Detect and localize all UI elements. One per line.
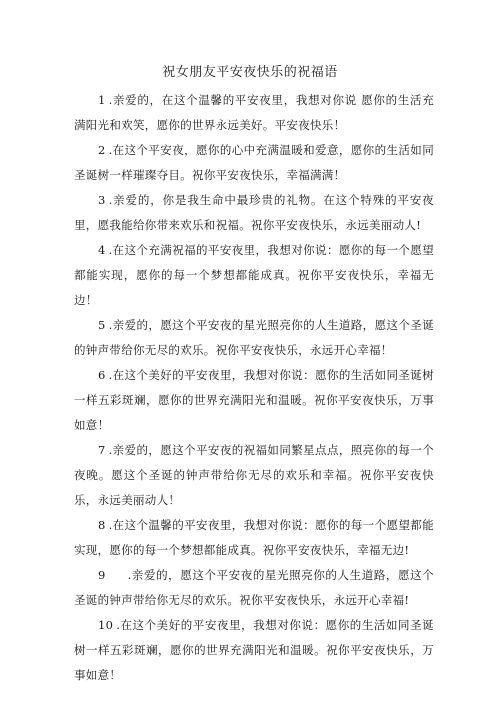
paragraph-text: .在这个温馨的平安夜里，我想对你说：愿你的每一个愿望都能实现，愿你的每一个梦想都能成真。祝你平安夜快乐，幸福无边! [74, 518, 434, 557]
paragraph-text: .亲爱的，愿这个平安夜的星光照亮你的人生道路，愿这个圣诞的钟声带给你无尽的欢乐。祝你平安夜快乐，永远开心幸福! [74, 568, 434, 607]
paragraph-5 [74, 313, 434, 363]
paragraph-7 [74, 438, 434, 513]
paragraph-number: 9 [98, 568, 106, 582]
paragraph-text: .在这个美好的平安夜里，我想对你说：愿你的生活如同圣诞树一样五彩斑斓，愿你的世界充满阳光和温暖。祝你平安夜快乐，万事如意！ [74, 368, 434, 432]
paragraph-4 [74, 238, 434, 313]
document-body [74, 88, 434, 688]
paragraph-text: .亲爱的，愿这个平安夜的祝福如同繁星点点，照亮你的每一个夜晚。愿这个圣诞的钟声带给你无尽的欢乐和幸福。祝你平安夜快乐，永远美丽动人！ [74, 443, 434, 507]
paragraph-text: .亲爱的，在这个温馨的平安夜里，我想对你说 愿你的生活充满阳光和欢笑，愿你的世界永远美好。平安夜快乐！ [74, 93, 434, 132]
paragraph-8 [74, 513, 434, 563]
paragraph-9 [74, 563, 434, 613]
paragraph-number: 7 [98, 443, 106, 457]
paragraph-number: 3 [98, 193, 106, 207]
paragraph-text: .在这个平安夜，愿你的心中充满温暖和爱意，愿你的生活如同圣诞树一样璀璨夺目。祝你平安夜快乐，幸福满满！ [74, 143, 434, 182]
paragraph-text: .亲爱的，愿这个平安夜的星光照亮你的人生道路，愿这个圣诞的钟声带给你无尽的欢乐。祝你平安夜快乐，永远开心幸福！ [74, 318, 434, 357]
paragraph-number: 8 [98, 518, 106, 532]
paragraph-3 [74, 188, 434, 238]
paragraph-text: .在这个美好的平安夜里，我想对你说：愿你的生活如同圣诞树一样五彩斑斓，愿你的世界充满阳光和温暖。祝你平安夜快乐，万事如意！ [74, 618, 434, 682]
paragraph-2 [74, 138, 434, 188]
paragraph-10 [74, 613, 434, 688]
paragraph-text: .在这个充满祝福的平安夜里，我想对你说：愿你的每一个愿望都能实现，愿你的每一个梦想都能成真。祝你平安夜快乐，幸福无边！ [74, 243, 434, 307]
paragraph-1 [74, 88, 434, 138]
paragraph-number: 4 [98, 243, 106, 257]
paragraph-number: 5 [98, 318, 106, 332]
paragraph-text: .亲爱的，你是我生命中最珍贵的礼物。在这个特殊的平安夜里，愿我能给你带来欢乐和祝福。祝你平安夜快乐，永远美丽动人! [74, 193, 434, 232]
paragraph-number: 1 [98, 93, 106, 107]
paragraph-number: 10 [98, 618, 114, 632]
document-title: 祝女朋友平安夜快乐的祝福语 [162, 65, 338, 80]
paragraph-number: 6 [98, 368, 106, 382]
paragraph-6 [74, 363, 434, 438]
paragraph-number: 2 [98, 143, 106, 157]
